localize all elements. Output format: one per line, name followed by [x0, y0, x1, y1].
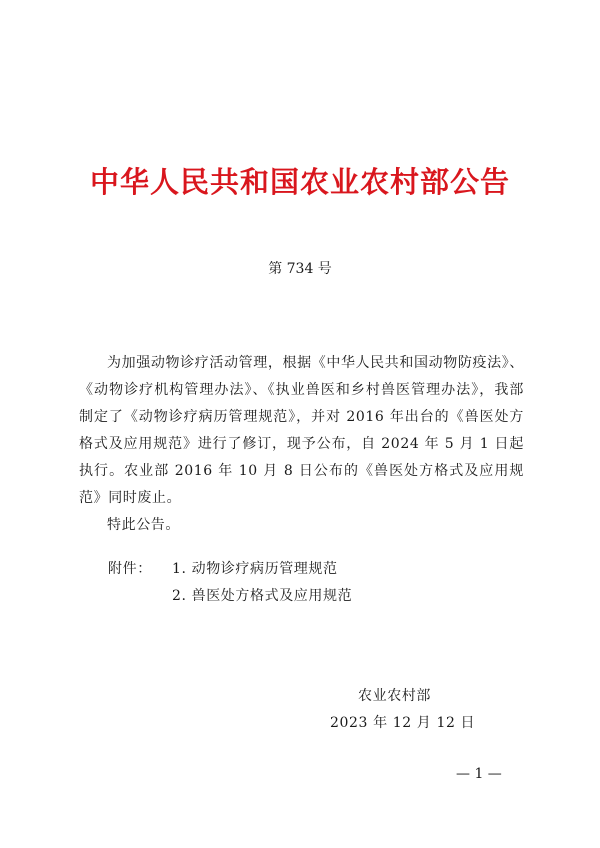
body-paragraph-main: 为加强动物诊疗活动管理，根据《中华人民共和国动物防疫法》、《动物诊疗机构管理办法》、《执业兽医和乡村兽医管理办法》，我部制定了《动物诊疗病历管理规范》，并对 2016 年出台的《兽医处方格式及应用规范》进行了修订，现予公布，自 2024 年 5 月 1 日起执行。农业部 2016 年 10 月 8 日公布的《兽医处方格式及应用规范》同时废止。: [79, 355, 524, 506]
signature-block: [330, 683, 490, 737]
body-paragraph-closing: 特此公告。: [107, 517, 180, 533]
announcement-body: [79, 350, 524, 539]
attachment-row: [108, 583, 528, 610]
attachments-label: 附件：: [108, 561, 152, 577]
attachment-row: [108, 556, 528, 583]
attachments-list: [108, 556, 528, 610]
attachment-item-2: 2. 兽医处方格式及应用规范: [172, 588, 353, 604]
issue-date: 2023 年 12 月 12 日: [330, 715, 476, 731]
attachments-label-spacer: [108, 583, 172, 610]
announcement-number: 第 734 号: [268, 261, 332, 277]
page-number: — 1 —: [456, 766, 502, 782]
issuing-organization: 农业农村部: [358, 688, 431, 704]
attachment-item-1: 1. 动物诊疗病历管理规范: [172, 561, 338, 577]
document-title: 中华人民共和国农业农村部公告: [89, 165, 510, 199]
